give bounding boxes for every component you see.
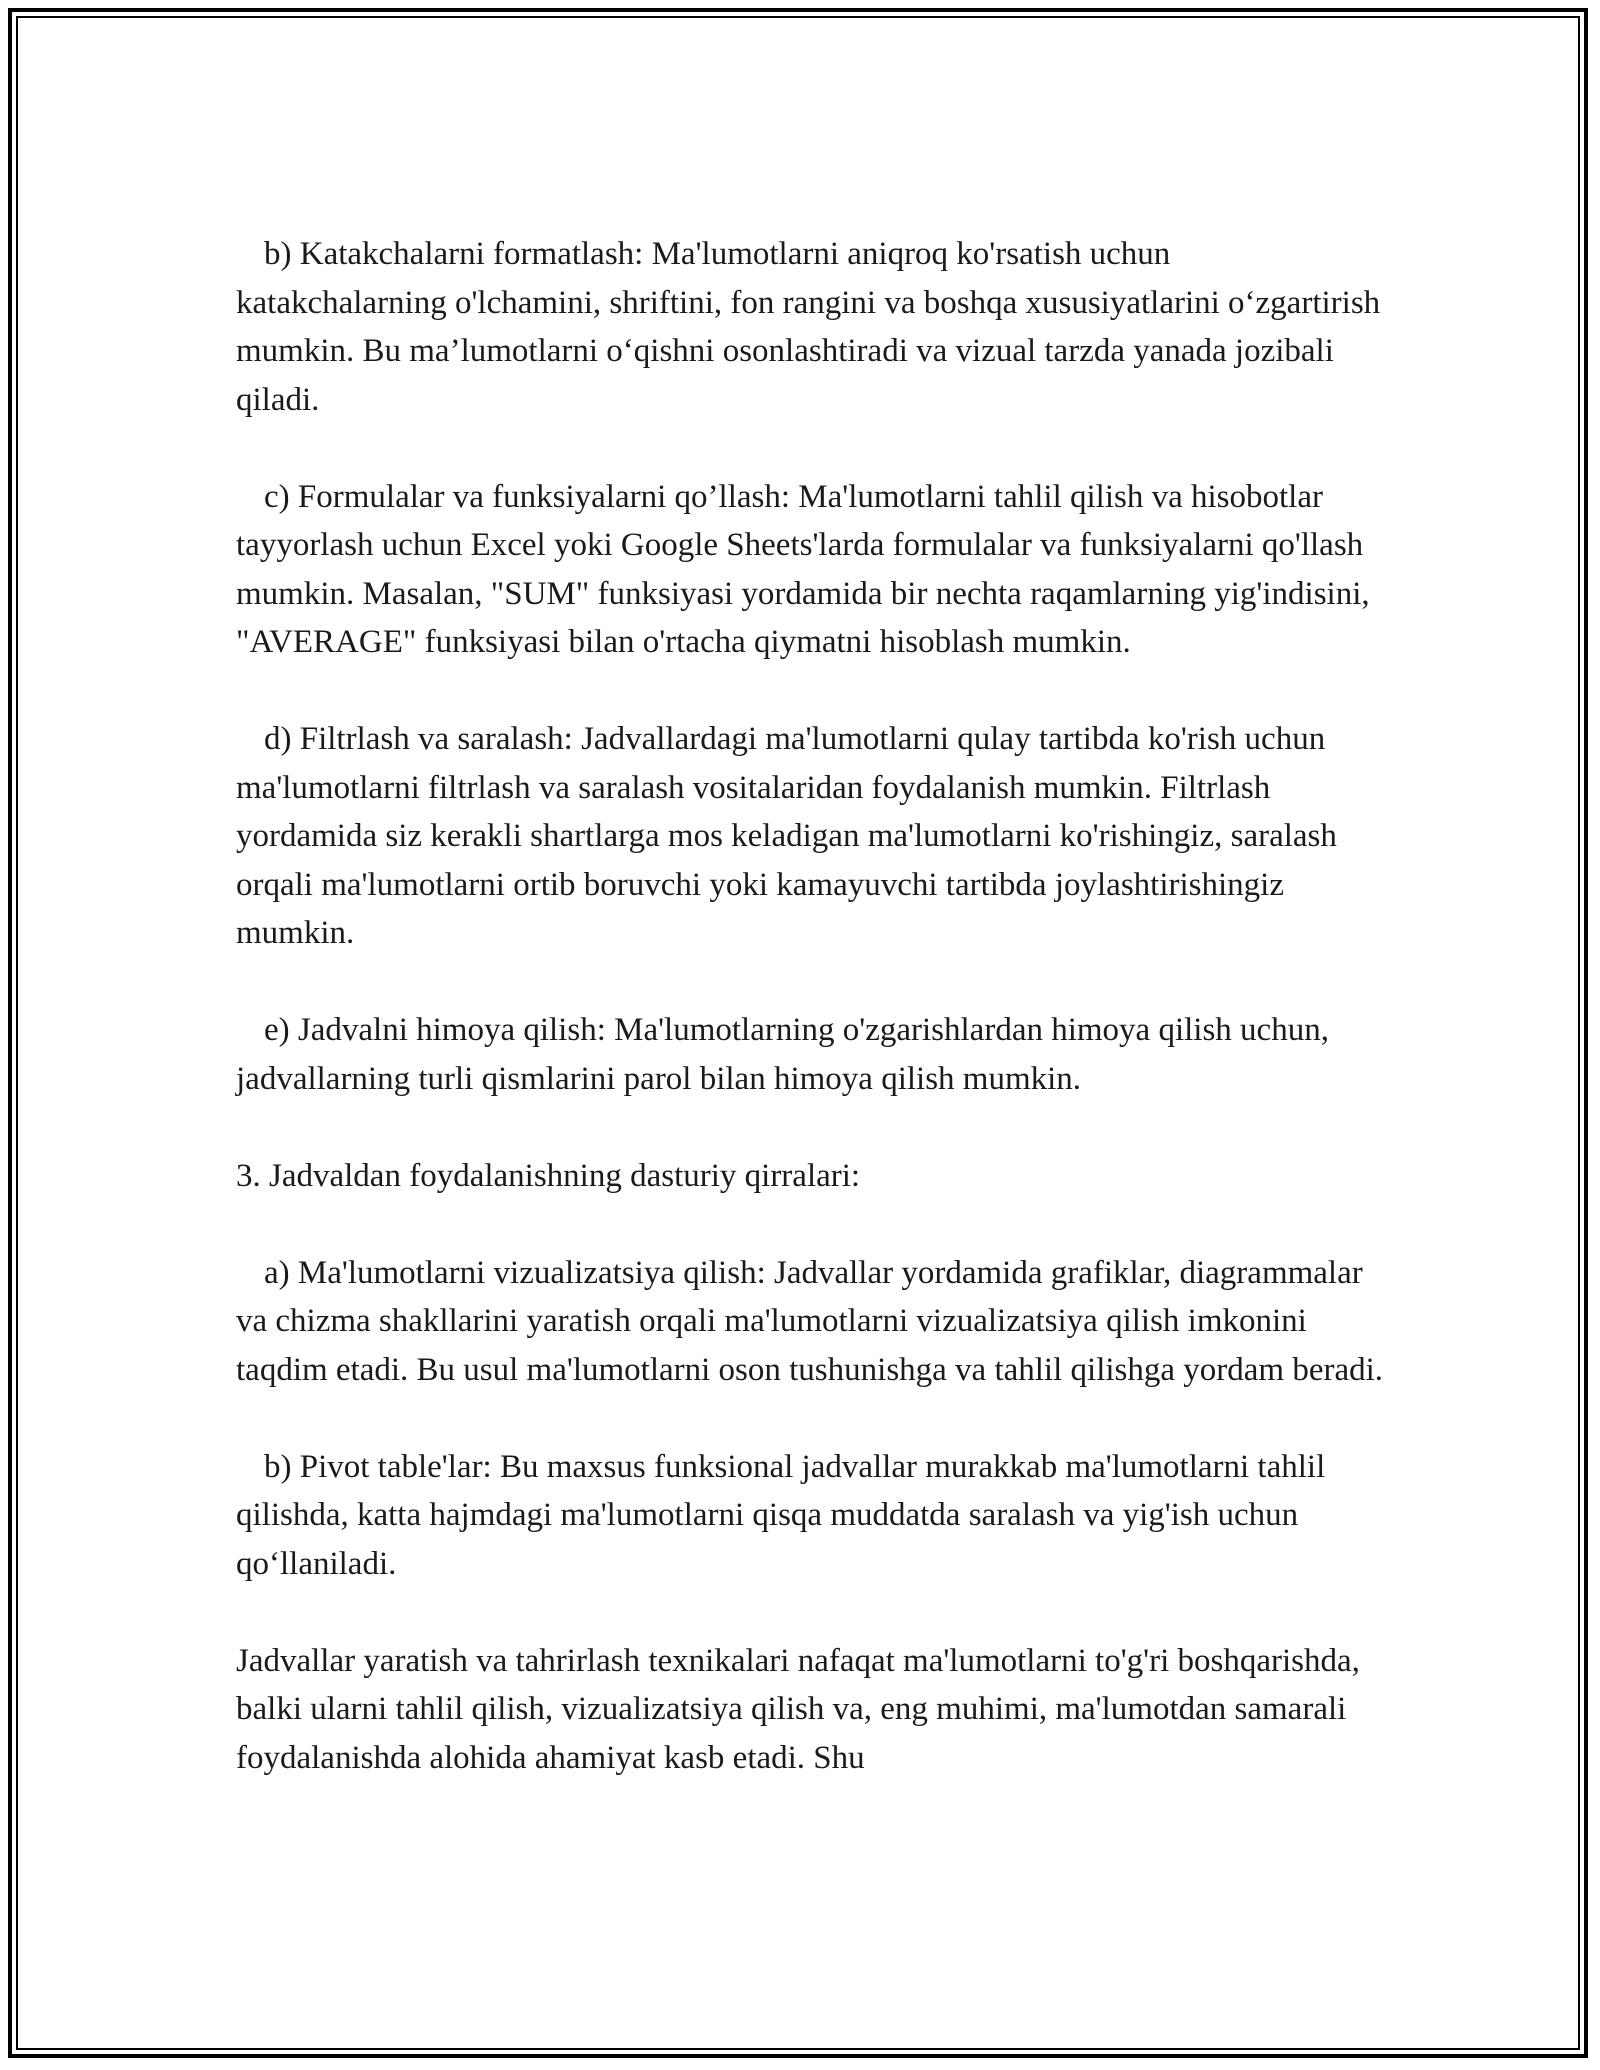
paragraph-data-visualization: a) Ma'lumotlarni vizualizatsiya qilish: Jadvallar yordamida grafiklar, diagrammalar va chizma shakllarini yaratish orqali ma'lumotlarni vizualizatsiya qilish imkonini taqdim etadi. Bu usul ma'lumotlarni oson tushunishga va tahlil qilishga yordam beradi. — [236, 1254, 1384, 1388]
document-body — [236, 230, 1386, 1782]
paragraph-conclusion: Jadvallar yaratish va tahrirlash texnikalari nafaqat ma'lumotlarni to'g'ri boshqarishda, balki ularni tahlil qilish, vizualizatsiya qilish va, eng muhimi, ma'lumotdan samarali foydalanishda alohida ahamiyat kasb etadi. Shu — [236, 1642, 1360, 1776]
paragraph-filter-sort: d) Filtrlash va saralash: Jadvallardagi ma'lumotlarni qulay tartibda ko'rish uchun ma'lumotlarni filtrlash va saralash vositalaridan foydalanish mumkin. Filtrlash yordamida siz kerakli shartlarga mos keladigan ma'lumotlarni ko'rishingiz, saralash orqali ma'lumotlarni ortib boruvchi yoki kamayuvchi tartibda joylashtirishingiz mumkin. — [236, 721, 1337, 951]
paragraph-table-protection: e) Jadvalni himoya qilish: Ma'lumotlarning o'zgarishlardan himoya qilish uchun, jadvallarning turli qismlarini parol bilan himoya qilish mumkin. — [236, 1012, 1329, 1097]
paragraph-formulas-functions: c) Formulalar va funksiyalarni qo’llash: Ma'lumotlarni tahlil qilish va hisobotlar tayyorlash uchun Excel yoki Google Sheets'larda formulalar va funksiyalarni qo'llash mumkin. Masalan, "SUM" funksiyasi yordamida bir nechta raqamlarning yig'indisini, "AVERAGE" funksiyasi bilan o'rtacha qiymatni hisoblash mumkin. — [236, 478, 1370, 660]
section-heading-software-aspects: 3. Jadvaldan foydalanishning dasturiy qirralari: — [236, 1157, 861, 1194]
paragraph-cell-formatting: b) Katakchalarni formatlash: Ma'lumotlarni aniqroq ko'rsatish uchun katakchalarning o'lchamini, shriftini, fon rangini va boshqa xususiyatlarini o‘zgartirish mumkin. Bu ma’lumotlarni o‘qishni osonlashtiradi va vizual tarzda yanada jozibali qiladi. — [236, 236, 1381, 418]
paragraph-pivot-tables: b) Pivot table'lar: Bu maxsus funksional jadvallar murakkab ma'lumotlarni tahlil qilishda, katta hajmdagi ma'lumotlarni qisqa muddatda saralash va yig'ish uchun qo‘llaniladi. — [236, 1448, 1326, 1582]
